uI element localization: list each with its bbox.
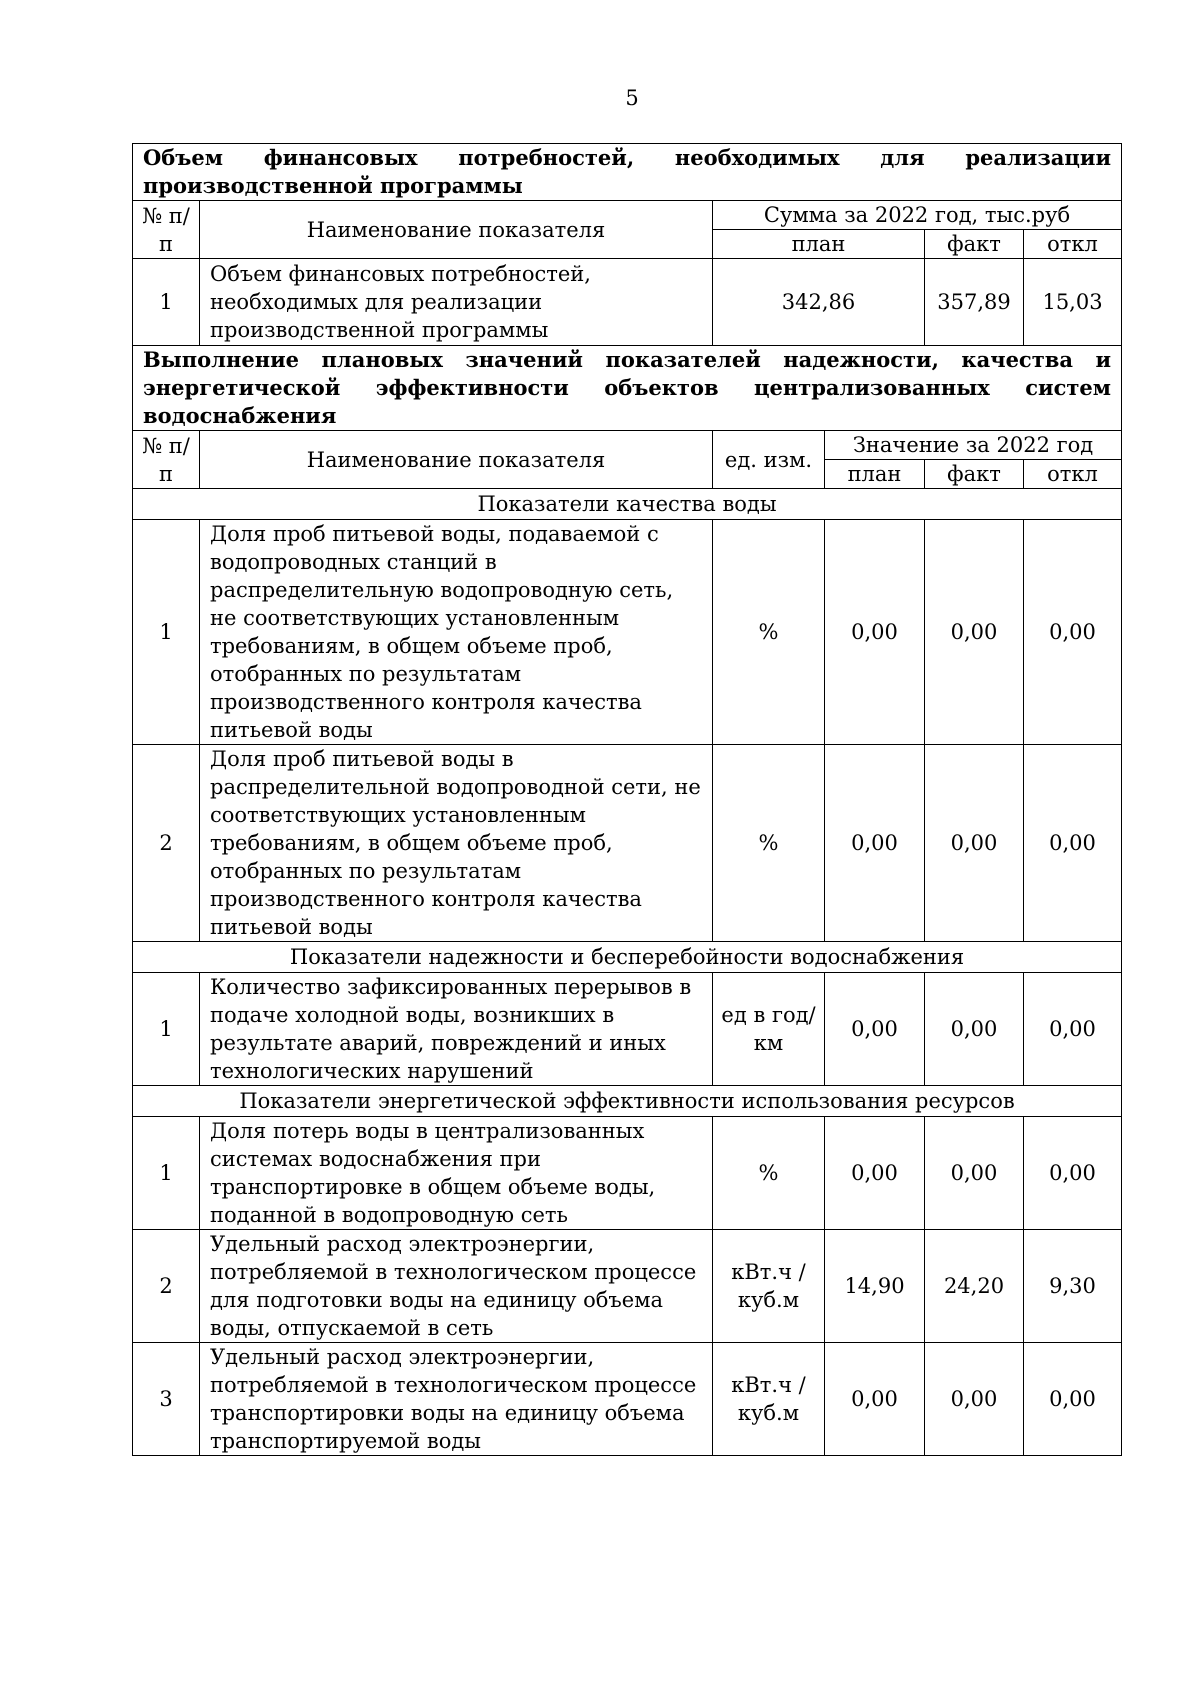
table-row	[133, 973, 1122, 1086]
table-row	[133, 745, 1122, 942]
row-name: Удельный расход электроэнергии, потребляемой в технологическом процессе транспортировки воды на единицу объема транспортируемой воды	[200, 1343, 713, 1456]
row-plan: 0,00	[825, 1343, 925, 1456]
indicators-name-header: Наименование показателя	[200, 431, 713, 489]
indicators-num-header: № п/п	[133, 431, 200, 489]
row-name: Доля проб питьевой воды, подаваемой с водопроводных станций в распределительную водопроводную сеть, не соответствующих установленным требованиям, в общем объеме проб, отобранных по результатам производственного контроля качества питьевой воды	[200, 520, 713, 745]
indicators-section-title: Выполнение плановых значений показателей надежности, качества и энергетической эффективности объектов централизованных систем водоснабжения	[133, 346, 1122, 431]
row-unit: %	[713, 745, 825, 942]
indicators-dev-header: откл	[1024, 460, 1122, 489]
indicators-plan-header: план	[825, 460, 925, 489]
row-dev: 0,00	[1024, 745, 1122, 942]
row-fact: 0,00	[925, 973, 1024, 1086]
row-num: 1	[133, 520, 200, 745]
row-unit: кВт.ч / куб.м	[713, 1343, 825, 1456]
group-title-energy-efficiency: Показатели энергетической эффективности использования ресурсов	[133, 1086, 1122, 1117]
indicators-value-header: Значение за 2022 год	[825, 431, 1122, 460]
row-name: Удельный расход электроэнергии, потребляемой в технологическом процессе для подготовки воды на единицу объема воды, отпускаемой в сеть	[200, 1230, 713, 1343]
row-name: Доля проб питьевой воды в распределительной водопроводной сети, не соответствующих установленным требованиям, в общем объеме проб, отобранных по результатам производственного контроля качества питьевой воды	[200, 745, 713, 942]
group-title-reliability: Показатели надежности и бесперебойности водоснабжения	[133, 942, 1122, 973]
indicators-fact-header: факт	[925, 460, 1024, 489]
financial-row-plan: 342,86	[713, 259, 925, 346]
row-fact: 0,00	[925, 1343, 1024, 1456]
financial-row-dev: 15,03	[1024, 259, 1122, 346]
row-plan: 0,00	[825, 973, 925, 1086]
row-num: 1	[133, 973, 200, 1086]
row-dev: 0,00	[1024, 1343, 1122, 1456]
row-num: 2	[133, 1230, 200, 1343]
table-row	[133, 1117, 1122, 1230]
page-number: 5	[625, 86, 639, 110]
row-dev: 0,00	[1024, 973, 1122, 1086]
row-fact: 0,00	[925, 745, 1024, 942]
row-unit: %	[713, 520, 825, 745]
row-unit: %	[713, 1117, 825, 1230]
financial-num-header: № п/п	[133, 201, 200, 259]
row-dev: 0,00	[1024, 1117, 1122, 1230]
row-plan: 0,00	[825, 745, 925, 942]
table-row	[133, 1343, 1122, 1456]
financial-sum-header: Сумма за 2022 год, тыс.руб	[713, 201, 1122, 230]
financial-row-fact: 357,89	[925, 259, 1024, 346]
row-unit: ед в год/ км	[713, 973, 825, 1086]
financial-plan-header: план	[713, 230, 925, 259]
report-table	[132, 143, 1122, 1456]
row-unit: кВт.ч / куб.м	[713, 1230, 825, 1343]
financial-dev-header: откл	[1024, 230, 1122, 259]
financial-name-header: Наименование показателя	[200, 201, 713, 259]
row-plan: 14,90	[825, 1230, 925, 1343]
group-title-water-quality: Показатели качества воды	[133, 489, 1122, 520]
row-fact: 0,00	[925, 1117, 1024, 1230]
table-row	[133, 1230, 1122, 1343]
row-num: 3	[133, 1343, 200, 1456]
row-name: Доля потерь воды в централизованных системах водоснабжения при транспортировке в общем объеме воды, поданной в водопроводную сеть	[200, 1117, 713, 1230]
financial-row-name: Объем финансовых потребностей, необходимых для реализации производственной программы	[200, 259, 713, 346]
row-num: 2	[133, 745, 200, 942]
row-name: Количество зафиксированных перерывов в подаче холодной воды, возникших в результате аварий, повреждений и иных технологических нарушений	[200, 973, 713, 1086]
financial-row-num: 1	[133, 259, 200, 346]
financial-section-title: Объем финансовых потребностей, необходимых для реализации производственной программы	[133, 144, 1122, 201]
row-plan: 0,00	[825, 520, 925, 745]
table-row	[133, 520, 1122, 745]
row-plan: 0,00	[825, 1117, 925, 1230]
row-dev: 9,30	[1024, 1230, 1122, 1343]
financial-fact-header: факт	[925, 230, 1024, 259]
row-fact: 24,20	[925, 1230, 1024, 1343]
row-dev: 0,00	[1024, 520, 1122, 745]
row-num: 1	[133, 1117, 200, 1230]
indicators-unit-header: ед. изм.	[713, 431, 825, 489]
row-fact: 0,00	[925, 520, 1024, 745]
